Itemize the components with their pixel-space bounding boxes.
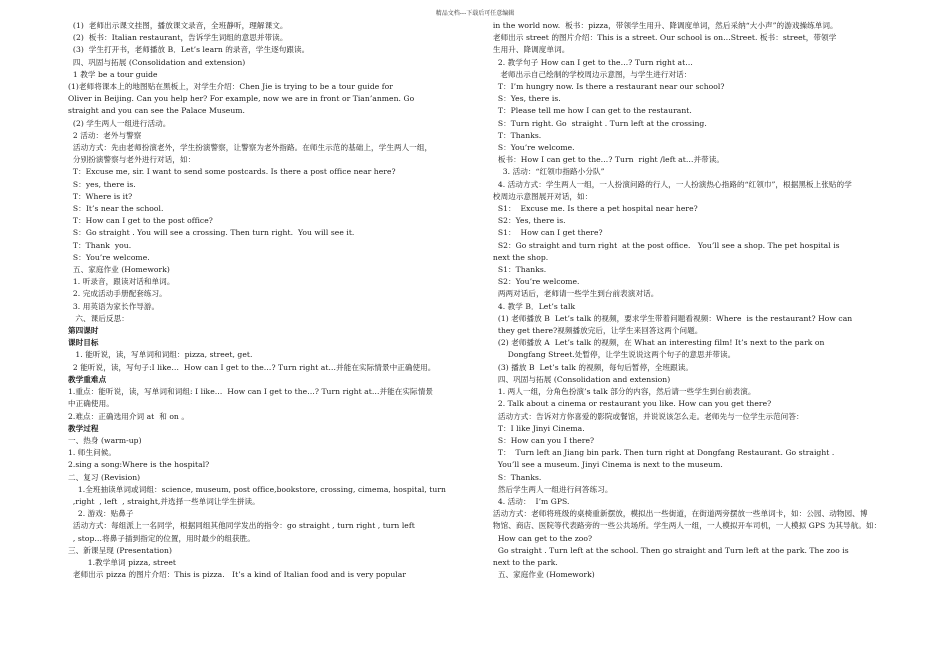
text-line: (3) 播放 B Let’s talk 的视频，每句后暂停，全班跟读。: [488, 362, 694, 372]
text-line: 活动方式：老师将班级的桌椅重新摆放，模拟出一些街道，在街道两旁摆放一些单词卡，如：公园、动物园、博: [488, 509, 868, 519]
text-line: Oliver in Beijing. Can you help her? For example, now we are in front or Tian’anmen. Go: [68, 94, 415, 104]
text-line: 2 能听说，读，写句子:I like… How can I get to the…? Turn right at…并能在实际情景中正确使用。: [68, 362, 436, 372]
text-line: T：Thank you.: [68, 240, 132, 250]
text-line: , stop…将鼻子插到指定的位置，用时最少的组获胜。: [68, 533, 255, 543]
right-column: [488, 20, 898, 672]
text-line: S2：Yes, there is.: [488, 216, 566, 226]
text-line: 老师出示自己绘制的学校周边示意图，与学生进行对话：: [488, 69, 692, 79]
text-line: 四、巩固与拓展 (Consolidation and extension): [488, 374, 671, 384]
text-line: 活动方式：每组派上一名同学，根据同组其他同学发出的指令：go straight , turn right , turn left: [68, 521, 415, 531]
text-line: straight and you can see the Palace Museum.: [68, 106, 245, 116]
text-line: next the shop.: [488, 252, 549, 262]
text-line: 4. 活动： I’m GPS.: [488, 496, 570, 506]
text-line: 2. Talk about a cinema or restaurant you like. How can you get there?: [488, 399, 772, 409]
text-line: 4. 活动方式：学生两人一组，一人扮演问路的行人，一人扮演热心指路的“红领巾”，根据黑板上张贴的学: [488, 179, 852, 189]
text-line: 1. 听录音，跟读对话和单词。: [68, 277, 175, 287]
text-line: 三、新课呈现 (Presentation): [68, 545, 172, 555]
text-line: T： Turn left an Jiang bin park. Then turn right at Dongfang Restaurant. Go straight .: [488, 448, 835, 458]
text-line: (2) 学生两人一组进行活动。: [68, 118, 171, 128]
text-line: 然后学生两人一组进行问答练习。: [488, 484, 613, 494]
text-line: (1) 老师播放 B Let’s talk 的视频，要求学生带着问题看视频：Where is the restaurant? How can: [488, 313, 853, 323]
text-line: 五、家庭作业 (Homework): [68, 265, 170, 275]
text-line: 2.sing a song:Where is the hospital?: [68, 460, 210, 470]
text-line: 中正确使用。: [68, 399, 114, 409]
text-line: S：Turn right. Go straight . Turn left at the crossing.: [488, 118, 707, 128]
text-line: S2：Go straight and turn right at the post office. You’ll see a shop. The pet hospital is: [488, 240, 840, 250]
text-line: they get there?视频播放完后，让学生来回答这两个问题。: [488, 326, 703, 336]
text-line: (3) 学生打开书，老师播放 B．Let’s learn 的录音，学生逐句跟读。: [68, 45, 310, 55]
text-line: 五、家庭作业 (Homework): [488, 570, 595, 580]
text-line: in the world now. 板书：pizza，带领学生用升、降调度单词，然后采纳“大小声”的游戏操练单词。: [488, 21, 838, 30]
text-line: T：I like Jinyi Cinema.: [488, 423, 585, 433]
text-line: 2. 完成活动手册配套练习。: [68, 289, 167, 299]
text-line: T：Where is it?: [68, 191, 133, 201]
text-line: 活动方式：告诉对方你喜爱的影院或餐馆，并说说该怎么走。老师先与一位学生示范问答：: [488, 411, 804, 421]
text-line: 3. 用英语为家长作导游。: [68, 301, 160, 311]
text-line: S：Yes, there is.: [488, 94, 561, 104]
text-line: 4. 教学 B．Let’s talk: [488, 301, 576, 311]
text-line: S：yes, there is.: [68, 179, 136, 189]
text-line: Go straight . Turn left at the school. Then go straight and Turn left at the park. The zoo is: [488, 545, 849, 555]
text-line: S2：You’re welcome.: [488, 277, 580, 287]
text-line: 六、课后反思：: [68, 313, 129, 323]
text-line: 1.重点：能听说，读，写单词和词组: I like… How can I get to the…? Turn right at…并能在实际情景: [68, 387, 433, 397]
text-line: 1 教学 be a tour guide: [68, 69, 158, 79]
text-line: S：It’s near the school.: [68, 204, 164, 214]
section-heading: 课时目标: [68, 338, 99, 348]
section-heading: 教学重难点: [68, 374, 107, 384]
text-line: 物馆、商店、医院等代表路旁的一些公共场所。学生两人一组，一人模拟开车司机，一人模拟 GPS 为其导航。如：: [488, 521, 882, 531]
text-line: 1. 师生问候。: [68, 448, 117, 458]
text-line: 老师出示 street 的图片介绍：This is a street. Our school is on…Street. 板书：street，带领学: [488, 33, 837, 43]
text-line: ,right , left , straight,并选择一些单词让学生拼读。: [68, 496, 260, 506]
text-line: 1.全班抽读单词或词组：science, museum, post office,bookstore, crossing, cimema, hospital, turn: [68, 484, 446, 494]
text-line: 3. 活动：“红领巾指路小分队”: [488, 167, 605, 177]
text-line: 四、巩固与拓展 (Consolidation and extension): [68, 57, 246, 67]
text-line: (2) 板书：Italian restaurant，告诉学生词组的意思并带读。: [68, 33, 288, 43]
text-line: 两两对话后，老师请一些学生到台前表演对话。: [488, 289, 659, 299]
text-line: S：Go straight . You will see a crossing. Then turn right. You will see it.: [68, 228, 355, 238]
text-line: 1. 两人一组，分角色扮演’s talk 部分的内容，然后请一些学生到台前表演。: [488, 387, 756, 397]
text-line: 校周边示意图展开对话，如：: [488, 191, 593, 201]
text-line: S：You’re welcome.: [68, 252, 150, 262]
text-line: 生用升、降调度单词。: [488, 45, 570, 55]
text-line: next to the park.: [488, 557, 558, 567]
text-line: 2. 教学句子 How can I get to the…? Turn right at…: [488, 57, 693, 67]
left-column: [68, 20, 473, 672]
text-line: T：Please tell me how I can get to the restaurant.: [488, 106, 692, 116]
text-line: T：How can I get to the post office?: [68, 216, 213, 226]
text-line: You’ll see a museum. Jinyi Cinema is next to the museum.: [488, 460, 723, 470]
text-line: 老师出示 pizza 的图片介绍：This is pizza. It’s a kind of Italian food and is very popular: [68, 570, 406, 580]
text-line: (1)老师将课本上的地图贴在黑板上，对学生介绍：Chen Jie is trying to be a tour guide for: [68, 82, 393, 92]
text-line: S1： How can I get there?: [488, 228, 603, 238]
text-line: S：Thanks.: [488, 472, 542, 482]
text-line: T：Thanks.: [488, 130, 542, 140]
text-line: 1. 能听说，读，写单词和词组：pizza, street, get.: [68, 350, 253, 360]
text-line: 2. 游戏：贴鼻子: [68, 509, 134, 519]
text-line: 板书：How I can get to the…? Turn right /left at…并带读。: [488, 155, 725, 165]
text-line: Dongfang Street.处暂停，让学生说说这两个句子的意思并带读。: [488, 350, 736, 360]
text-line: S1：Thanks.: [488, 265, 547, 275]
text-line: (2) 老师播放 A Let’s talk 的视频，在 What an interesting film! It’s next to the park on: [488, 338, 825, 348]
text-line: T：I’m hungry now. Is there a restaurant near our school?: [488, 82, 725, 92]
text-line: S：How can you I there?: [488, 435, 595, 445]
text-line: How can get to the zoo?: [488, 533, 593, 543]
text-line: 2.难点：正确选用介词 at 和 on 。: [68, 411, 189, 421]
text-line: 1.教学单词 pizza, street: [68, 557, 177, 567]
text-line: 二、复习 (Revision): [68, 472, 141, 482]
text-line: 2 活动：老外与警察: [68, 130, 142, 140]
text-line: T：Excuse me, sir. I want to send some postcards. Is there a post office near here?: [68, 167, 396, 177]
section-heading: 第四课时: [68, 326, 99, 336]
text-line: 分别扮演警察与老外进行对话，如：: [68, 155, 196, 165]
text-line: 一、热身 (warm-up): [68, 435, 142, 445]
text-line: S1： Excuse me. Is there a pet hospital near here?: [488, 204, 698, 214]
text-line: (1) 老师出示课文挂图，播放课文录音，全班静听，理解课文。: [68, 21, 288, 30]
page-header: 精品文档---下载后可任意编辑: [435, 10, 515, 17]
text-line: S：You’re welcome.: [488, 143, 575, 153]
section-heading: 教学过程: [68, 423, 99, 433]
text-line: 活动方式：先由老师扮演老外，学生扮演警察，让警察为老外指路。在师生示范的基础上，学生两人一组，: [68, 143, 433, 153]
